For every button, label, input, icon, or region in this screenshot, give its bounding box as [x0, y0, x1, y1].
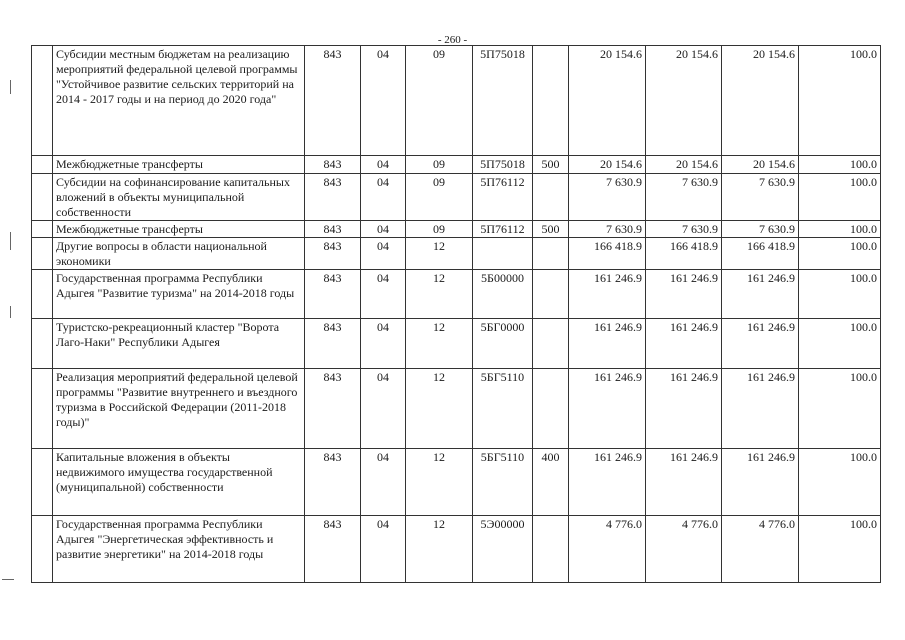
percent-cell: 100.0 — [799, 516, 881, 583]
target-code-cell: 5БГ5110 — [473, 449, 533, 516]
scan-margin-mark — [10, 232, 11, 250]
percent-cell: 100.0 — [799, 319, 881, 369]
expense-type-code-cell — [533, 46, 569, 156]
percent-cell: 100.0 — [799, 174, 881, 221]
amount-2-cell: 20 154.6 — [646, 156, 722, 174]
subsection-code-cell: 12 — [406, 270, 473, 319]
page-number: - 260 - — [437, 34, 468, 46]
section-code-cell: 04 — [361, 516, 406, 583]
percent-cell: 100.0 — [799, 238, 881, 270]
subsection-code-cell: 12 — [406, 516, 473, 583]
subsection-code-cell: 12 — [406, 449, 473, 516]
ministry-code-cell: 843 — [305, 156, 361, 174]
subsection-code-cell: 12 — [406, 369, 473, 449]
amount-2-cell: 166 418.9 — [646, 238, 722, 270]
percent-cell: 100.0 — [799, 46, 881, 156]
amount-1-cell: 20 154.6 — [569, 46, 646, 156]
table-row — [32, 516, 881, 583]
amount-3-cell: 161 246.9 — [722, 319, 799, 369]
amount-3-cell: 7 630.9 — [722, 174, 799, 221]
expense-type-code-cell — [533, 369, 569, 449]
margin-cell — [32, 449, 53, 516]
subsection-code-cell: 09 — [406, 221, 473, 238]
section-code-cell: 04 — [361, 46, 406, 156]
ministry-code-cell: 843 — [305, 449, 361, 516]
ministry-code-cell: 843 — [305, 221, 361, 238]
margin-cell — [32, 238, 53, 270]
amount-2-cell: 7 630.9 — [646, 174, 722, 221]
table-row — [32, 270, 881, 319]
amount-1-cell: 4 776.0 — [569, 516, 646, 583]
margin-cell — [32, 221, 53, 238]
amount-2-cell: 161 246.9 — [646, 449, 722, 516]
amount-2-cell: 7 630.9 — [646, 221, 722, 238]
expense-type-code-cell: 500 — [533, 156, 569, 174]
name-cell: Субсидии местным бюджетам на реализацию мероприятий федеральной целевой программы "Устойчивое развитие сельских территорий на 2014 - 2017 годы и на период до 2020 года" — [53, 46, 305, 156]
section-code-cell: 04 — [361, 238, 406, 270]
scan-margin-mark — [2, 579, 14, 580]
budget-table — [31, 45, 881, 583]
target-code-cell: 5П75018 — [473, 156, 533, 174]
target-code-cell: 5П75018 — [473, 46, 533, 156]
target-code-cell: 5П76112 — [473, 221, 533, 238]
table-row — [32, 369, 881, 449]
target-code-cell: 5БГ0000 — [473, 319, 533, 369]
name-cell: Капитальные вложения в объекты недвижимого имущества государственной (муниципальной) собственности — [53, 449, 305, 516]
section-code-cell: 04 — [361, 156, 406, 174]
section-code-cell: 04 — [361, 319, 406, 369]
target-code-cell: 5Э00000 — [473, 516, 533, 583]
percent-cell: 100.0 — [799, 156, 881, 174]
table-row — [32, 156, 881, 174]
percent-cell: 100.0 — [799, 449, 881, 516]
expense-type-code-cell — [533, 319, 569, 369]
ministry-code-cell: 843 — [305, 516, 361, 583]
name-cell: Государственная программа Республики Адыгея "Энергетическая эффективность и развитие энергетики" на 2014-2018 годы — [53, 516, 305, 583]
expense-type-code-cell — [533, 174, 569, 221]
name-cell: Другие вопросы в области национальной экономики — [53, 238, 305, 270]
section-code-cell: 04 — [361, 270, 406, 319]
table-row — [32, 174, 881, 221]
amount-3-cell: 161 246.9 — [722, 270, 799, 319]
percent-cell: 100.0 — [799, 270, 881, 319]
subsection-code-cell: 09 — [406, 156, 473, 174]
margin-cell — [32, 516, 53, 583]
amount-2-cell: 161 246.9 — [646, 369, 722, 449]
section-code-cell: 04 — [361, 369, 406, 449]
target-code-cell: 5БГ5110 — [473, 369, 533, 449]
table-row — [32, 319, 881, 369]
ministry-code-cell: 843 — [305, 369, 361, 449]
name-cell: Государственная программа Республики Адыгея "Развитие туризма" на 2014-2018 годы — [53, 270, 305, 319]
ministry-code-cell: 843 — [305, 270, 361, 319]
subsection-code-cell: 09 — [406, 174, 473, 221]
section-code-cell: 04 — [361, 174, 406, 221]
amount-1-cell: 7 630.9 — [569, 174, 646, 221]
amount-2-cell: 161 246.9 — [646, 319, 722, 369]
table-row — [32, 449, 881, 516]
expense-type-code-cell — [533, 516, 569, 583]
amount-3-cell: 166 418.9 — [722, 238, 799, 270]
budget-table-body — [32, 46, 881, 583]
amount-1-cell: 161 246.9 — [569, 369, 646, 449]
amount-1-cell: 20 154.6 — [569, 156, 646, 174]
amount-1-cell: 161 246.9 — [569, 449, 646, 516]
name-cell: Субсидии на софинансирование капитальных вложений в объекты муниципальной собственности — [53, 174, 305, 221]
amount-1-cell: 7 630.9 — [569, 221, 646, 238]
margin-cell — [32, 156, 53, 174]
amount-1-cell: 166 418.9 — [569, 238, 646, 270]
margin-cell — [32, 319, 53, 369]
subsection-code-cell: 12 — [406, 319, 473, 369]
amount-1-cell: 161 246.9 — [569, 319, 646, 369]
target-code-cell — [473, 238, 533, 270]
expense-type-code-cell: 500 — [533, 221, 569, 238]
amount-3-cell: 20 154.6 — [722, 156, 799, 174]
table-row — [32, 238, 881, 270]
amount-1-cell: 161 246.9 — [569, 270, 646, 319]
section-code-cell: 04 — [361, 449, 406, 516]
expense-type-code-cell — [533, 270, 569, 319]
ministry-code-cell: 843 — [305, 46, 361, 156]
target-code-cell: 5П76112 — [473, 174, 533, 221]
amount-2-cell: 161 246.9 — [646, 270, 722, 319]
margin-cell — [32, 174, 53, 221]
subsection-code-cell: 12 — [406, 238, 473, 270]
amount-3-cell: 161 246.9 — [722, 369, 799, 449]
ministry-code-cell: 843 — [305, 174, 361, 221]
subsection-code-cell: 09 — [406, 46, 473, 156]
name-cell: Туристско-рекреационный кластер "Ворота Лаго-Наки" Республики Адыгея — [53, 319, 305, 369]
target-code-cell: 5Б00000 — [473, 270, 533, 319]
margin-cell — [32, 369, 53, 449]
amount-3-cell: 20 154.6 — [722, 46, 799, 156]
amount-3-cell: 7 630.9 — [722, 221, 799, 238]
margin-cell — [32, 270, 53, 319]
amount-3-cell: 161 246.9 — [722, 449, 799, 516]
amount-2-cell: 4 776.0 — [646, 516, 722, 583]
name-cell: Реализация мероприятий федеральной целевой программы "Развитие внутреннего и въездного туризма в Российской Федерации (2011-2018 годы)" — [53, 369, 305, 449]
percent-cell: 100.0 — [799, 369, 881, 449]
table-row — [32, 46, 881, 156]
ministry-code-cell: 843 — [305, 238, 361, 270]
ministry-code-cell: 843 — [305, 319, 361, 369]
scan-margin-mark — [10, 306, 11, 318]
percent-cell: 100.0 — [799, 221, 881, 238]
amount-3-cell: 4 776.0 — [722, 516, 799, 583]
scan-margin-mark — [10, 80, 11, 94]
name-cell: Межбюджетные трансферты — [53, 156, 305, 174]
expense-type-code-cell — [533, 238, 569, 270]
table-row — [32, 221, 881, 238]
section-code-cell: 04 — [361, 221, 406, 238]
margin-cell — [32, 46, 53, 156]
expense-type-code-cell: 400 — [533, 449, 569, 516]
name-cell: Межбюджетные трансферты — [53, 221, 305, 238]
amount-2-cell: 20 154.6 — [646, 46, 722, 156]
